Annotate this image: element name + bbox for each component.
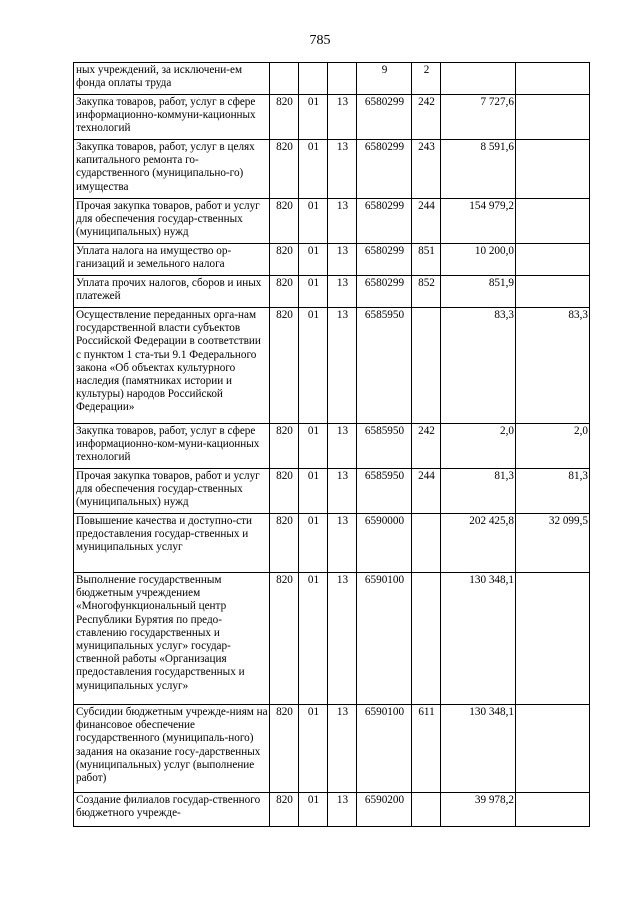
row-pr: 13 [328, 793, 357, 827]
row-sum-1: 81,3 [441, 469, 516, 514]
row-name: ных учреждений, за исключени-ем фонда оплаты труда [74, 63, 270, 95]
row-rz: 01 [299, 424, 328, 469]
row-name: Повышение качества и доступно-сти предоставления государ-ственных и муниципальных услуг [74, 514, 270, 573]
row-name: Осуществление переданных орга-нам государственной власти субъектов Российской Федерации в соответствии с пунктом 1 ста-тьи 9.1 Федерального закона «Об объектах культурного наследия (памятниках истории и культуры) народов Российской Федерации» [74, 308, 270, 424]
table-row [74, 793, 590, 827]
row-sum-1: 851,9 [441, 276, 516, 308]
row-sum-2 [516, 95, 590, 140]
row-cs: 6590100 [357, 705, 412, 793]
row-vr: 851 [412, 244, 441, 276]
row-rz: 01 [299, 793, 328, 827]
row-pr [328, 63, 357, 95]
row-ved: 820 [270, 793, 299, 827]
row-sum-1: 7 727,6 [441, 95, 516, 140]
row-name: Прочая закупка товаров, работ и услуг для обеспечения государ-ственных (муниципальных) нужд [74, 469, 270, 514]
row-ved: 820 [270, 573, 299, 705]
row-vr [412, 514, 441, 573]
row-sum-2 [516, 244, 590, 276]
row-ved: 820 [270, 199, 299, 244]
row-vr [412, 573, 441, 705]
table-row [74, 514, 590, 573]
row-pr: 13 [328, 140, 357, 199]
row-name: Закупка товаров, работ, услуг в сфере информационно-коммуни-кационных технологий [74, 95, 270, 140]
row-rz: 01 [299, 199, 328, 244]
row-sum-1: 130 348,1 [441, 705, 516, 793]
row-pr: 13 [328, 199, 357, 244]
row-pr: 13 [328, 276, 357, 308]
row-rz: 01 [299, 573, 328, 705]
table-row [74, 95, 590, 140]
row-cs: 6590200 [357, 793, 412, 827]
row-rz: 01 [299, 244, 328, 276]
row-ved: 820 [270, 276, 299, 308]
row-vr: 242 [412, 424, 441, 469]
row-sum-2: 2,0 [516, 424, 590, 469]
row-name: Выполнение государственным бюджетным учреждением «Многофункциональный центр Республики Бурятия по предо-ставлению государственных и муниципальных услуг» государ-ственной работы «Организация предоставления государственных и муниципальных услуг» [74, 573, 270, 705]
row-pr: 13 [328, 424, 357, 469]
row-name: Закупка товаров, работ, услуг в сфере информационно-ком-муни-кационных технологий [74, 424, 270, 469]
row-pr: 13 [328, 95, 357, 140]
row-vr: 243 [412, 140, 441, 199]
row-cs: 6580299 [357, 199, 412, 244]
table-row [74, 308, 590, 424]
row-sum-1: 130 348,1 [441, 573, 516, 705]
row-name: Уплата налога на имущество ор-ганизаций и земельного налога [74, 244, 270, 276]
row-rz: 01 [299, 514, 328, 573]
row-cs: 6580299 [357, 276, 412, 308]
row-pr: 13 [328, 308, 357, 424]
row-rz: 01 [299, 140, 328, 199]
row-ved: 820 [270, 95, 299, 140]
row-sum-2 [516, 793, 590, 827]
row-cs: 6590100 [357, 573, 412, 705]
row-ved: 820 [270, 469, 299, 514]
row-vr: 852 [412, 276, 441, 308]
row-ved: 820 [270, 514, 299, 573]
row-ved [270, 63, 299, 95]
row-cs: 6585950 [357, 424, 412, 469]
row-name: Создание филиалов государ-ственного бюджетного учрежде- [74, 793, 270, 827]
row-sum-1: 2,0 [441, 424, 516, 469]
row-rz: 01 [299, 95, 328, 140]
row-sum-2 [516, 140, 590, 199]
row-vr: 242 [412, 95, 441, 140]
row-vr: 611 [412, 705, 441, 793]
page-number: 785 [309, 33, 331, 48]
row-cs: 6580299 [357, 140, 412, 199]
row-sum-2 [516, 573, 590, 705]
row-pr: 13 [328, 573, 357, 705]
row-vr: 244 [412, 199, 441, 244]
row-ved: 820 [270, 308, 299, 424]
row-sum-2 [516, 199, 590, 244]
row-sum-2 [516, 705, 590, 793]
table-row [74, 276, 590, 308]
row-pr: 13 [328, 244, 357, 276]
row-name: Субсидии бюджетным учрежде-ниям на финансовое обеспечение государственного (муниципаль-ного) задания на оказание госу-дарственных (муниципальных) услуг (выполнение работ) [74, 705, 270, 793]
table-row [74, 705, 590, 793]
row-name: Прочая закупка товаров, работ и услуг для обеспечения государ-ственных (муниципальных) нужд [74, 199, 270, 244]
row-vr: 244 [412, 469, 441, 514]
row-ved: 820 [270, 140, 299, 199]
row-ved: 820 [270, 244, 299, 276]
row-name: Уплата прочих налогов, сборов и иных платежей [74, 276, 270, 308]
table-row [74, 573, 590, 705]
row-rz [299, 63, 328, 95]
row-sum-1: 154 979,2 [441, 199, 516, 244]
table-row [74, 244, 590, 276]
row-sum-2 [516, 276, 590, 308]
row-sum-1: 202 425,8 [441, 514, 516, 573]
row-cs: 6585950 [357, 308, 412, 424]
table-row [74, 199, 590, 244]
row-name: Закупка товаров, работ, услуг в целях капитального ремонта го-сударственного (муниципально-го) имущества [74, 140, 270, 199]
row-cs: 6580299 [357, 95, 412, 140]
row-ved: 820 [270, 424, 299, 469]
row-sum-2: 32 099,5 [516, 514, 590, 573]
row-sum-1 [441, 63, 516, 95]
table-row [74, 424, 590, 469]
row-vr: 2 [412, 63, 441, 95]
row-sum-1: 10 200,0 [441, 244, 516, 276]
row-sum-1: 39 978,2 [441, 793, 516, 827]
row-cs: 6580299 [357, 244, 412, 276]
row-ved: 820 [270, 705, 299, 793]
table-row [74, 469, 590, 514]
row-pr: 13 [328, 514, 357, 573]
row-rz: 01 [299, 705, 328, 793]
row-sum-1: 8 591,6 [441, 140, 516, 199]
row-cs: 6585950 [357, 469, 412, 514]
row-cs: 9 [357, 63, 412, 95]
budget-table [73, 62, 590, 827]
row-sum-1: 83,3 [441, 308, 516, 424]
row-pr: 13 [328, 705, 357, 793]
row-pr: 13 [328, 469, 357, 514]
table-row [74, 63, 590, 95]
row-vr [412, 793, 441, 827]
row-rz: 01 [299, 308, 328, 424]
row-sum-2 [516, 63, 590, 95]
row-rz: 01 [299, 276, 328, 308]
table-row [74, 140, 590, 199]
row-cs: 6590000 [357, 514, 412, 573]
row-sum-2: 81,3 [516, 469, 590, 514]
row-rz: 01 [299, 469, 328, 514]
row-sum-2: 83,3 [516, 308, 590, 424]
row-vr [412, 308, 441, 424]
